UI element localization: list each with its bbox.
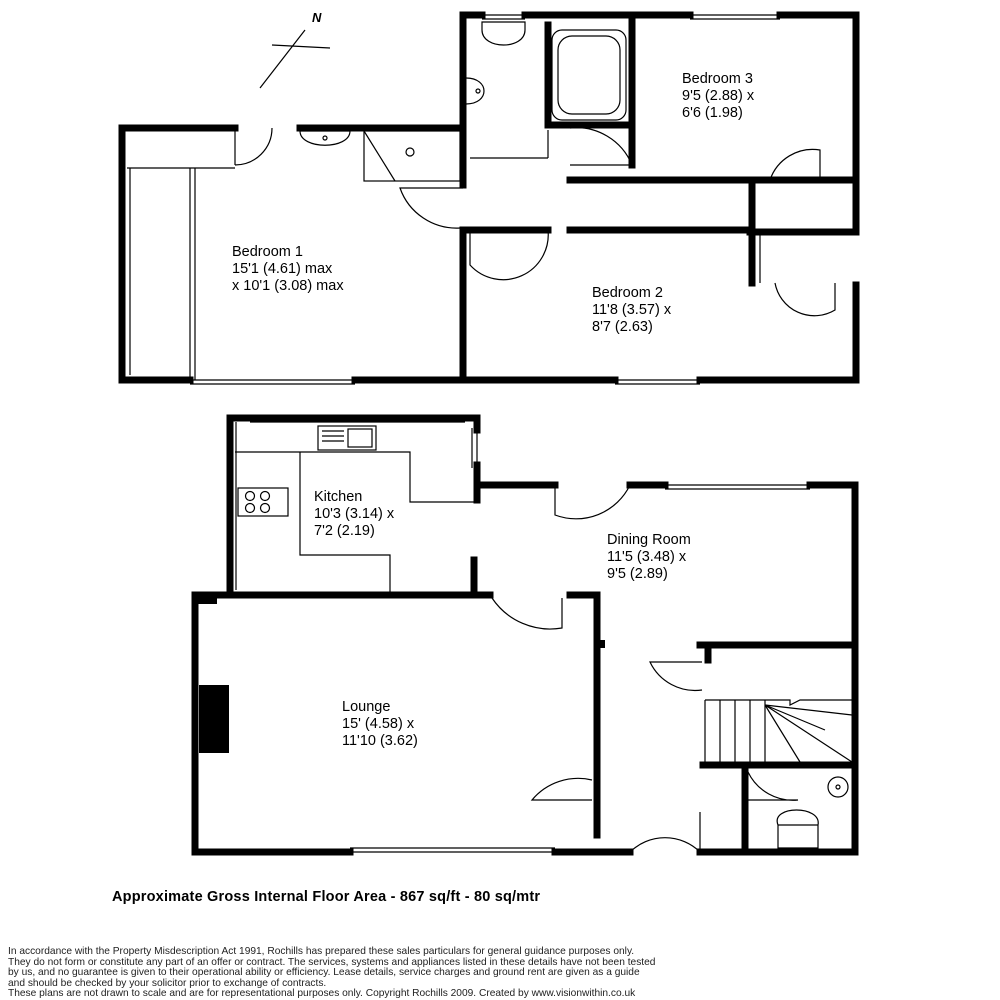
window <box>350 848 555 852</box>
room-dimension: 11'5 (3.48) x <box>607 549 687 565</box>
basin-icon <box>466 78 484 104</box>
window <box>690 15 780 19</box>
room-dimension: 11'8 (3.57) x <box>592 302 672 318</box>
room-dimension: 6'6 (1.98) <box>682 105 743 121</box>
room-label-bedroom-2 <box>592 285 671 336</box>
window <box>615 380 700 384</box>
room-label-lounge <box>342 699 418 750</box>
room-name: Dining Room <box>607 532 691 548</box>
sink-icon <box>318 426 376 450</box>
room-label-dining-room <box>607 532 691 583</box>
door-swing <box>555 485 630 519</box>
door-swing <box>400 188 463 228</box>
fireplace <box>199 685 229 753</box>
door-swing <box>650 662 702 690</box>
disclaimer-line: In accordance with the Property Misdescription Act 1991, Rochills has prepared these sales particulars for general guidance purposes only. <box>8 946 635 957</box>
basin-icon <box>828 777 848 797</box>
north-arrow-icon <box>260 30 330 88</box>
wall <box>703 650 855 852</box>
room-name: Bedroom 1 <box>232 244 303 260</box>
room-dimension: 15'1 (4.61) max <box>232 261 333 277</box>
north-label: N <box>312 10 322 25</box>
room-name: Bedroom 2 <box>592 285 663 301</box>
door-swing <box>760 232 835 316</box>
toilet-icon <box>482 22 525 45</box>
shower-drain-icon <box>406 148 414 156</box>
room-dimension: 15' (4.58) x <box>342 716 415 732</box>
floor-area-caption: Approximate Gross Internal Floor Area - 867 sq/ft - 80 sq/mtr <box>112 889 541 905</box>
wall-stub <box>192 592 217 604</box>
door-swing <box>492 598 562 629</box>
toilet-icon <box>777 810 818 848</box>
stairs <box>765 705 852 762</box>
room-name: Bedroom 3 <box>682 71 753 87</box>
room-label-bedroom-3 <box>682 71 754 122</box>
door-swing <box>770 149 820 180</box>
window <box>482 15 525 19</box>
wall <box>463 15 632 130</box>
ground-floor <box>195 418 855 852</box>
room-label-bedroom-1 <box>232 244 344 295</box>
window <box>190 380 355 384</box>
upper-floor <box>122 15 856 380</box>
room-dimension: 9'5 (2.88) x <box>682 88 755 104</box>
shower-divider <box>364 131 395 181</box>
door-swing <box>470 230 548 280</box>
door-swing <box>748 772 798 800</box>
disclaimer-line: These plans are not drawn to scale and are for representational purposes only. Copyright Rochills 2009. Created by www.visionwithin.co.uk <box>8 988 636 1000</box>
basin-tap <box>323 136 327 140</box>
door-swing <box>532 778 592 800</box>
basin-tap <box>476 89 480 93</box>
room-label-kitchen <box>314 489 394 540</box>
door-swing <box>570 128 632 165</box>
disclaimer <box>8 947 993 1000</box>
disclaimer-line: and should be checked by your solicitor prior to exchange of contracts. <box>8 977 327 989</box>
door-swing <box>470 130 548 158</box>
window <box>665 485 810 489</box>
basin-icon <box>300 131 350 145</box>
room-dimension: 9'5 (2.89) <box>607 566 668 582</box>
bath <box>552 30 626 120</box>
room-dimension: 7'2 (2.19) <box>314 523 375 539</box>
room-dimension: 11'10 (3.62) <box>342 733 418 749</box>
disclaimer-line: by us, and no guarantee is given to their operational ability or efficiency. Lease details, service charges and ground rent are given as a guide <box>8 967 640 979</box>
wall <box>750 180 856 283</box>
door-swing <box>235 128 272 165</box>
stairs <box>705 700 852 762</box>
room-name: Lounge <box>342 699 391 715</box>
wardrobe <box>127 168 235 380</box>
door-swing <box>630 812 700 852</box>
disclaimer-line: They do not form or constitute any part of an offer or contract. The services, systems and appliances listed in these details have not been tested <box>8 956 656 968</box>
bath-inner <box>558 36 620 114</box>
room-dimension: 10'3 (3.14) x <box>314 506 395 522</box>
room-name: Kitchen <box>314 489 363 505</box>
room-dimension: 8'7 (2.63) <box>592 319 653 335</box>
room-dimension: x 10'1 (3.08) max <box>232 278 344 294</box>
wall-stub <box>597 640 605 648</box>
